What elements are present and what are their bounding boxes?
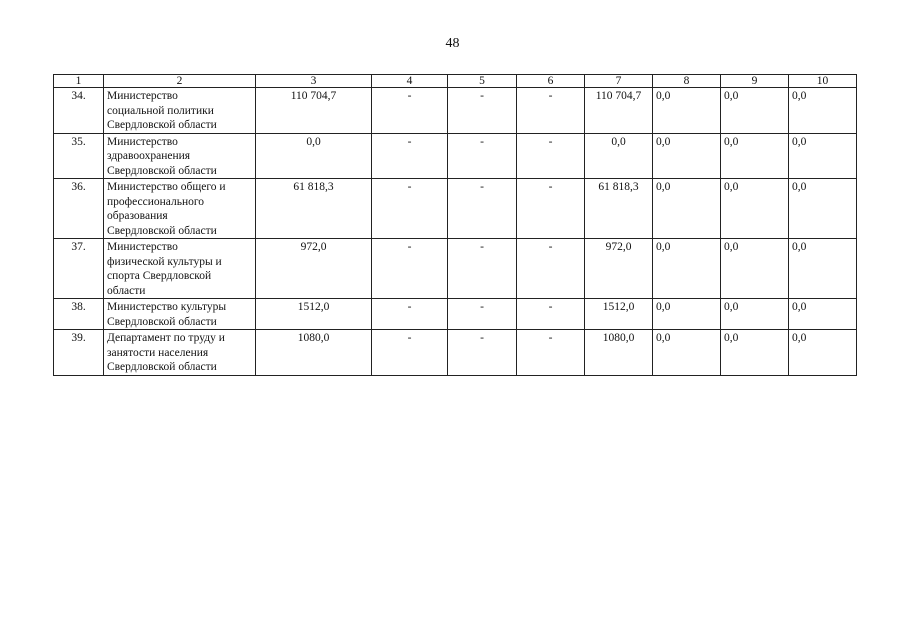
col8-cell: 0,0 [653,299,721,330]
row-number-cell: 37. [54,239,104,299]
row-number-cell: 39. [54,330,104,376]
organization-name-line: Департамент по труду и [107,332,225,344]
col6-cell: - [517,179,585,239]
row-number-cell: 38. [54,299,104,330]
organization-name-line: области [107,284,146,297]
col8-cell: 0,0 [653,88,721,134]
col6-cell: - [517,88,585,134]
col5-cell: - [448,179,517,239]
col10-cell: 0,0 [789,133,857,179]
organization-name-cell [104,88,256,134]
amount-col3-cell: 972,0 [256,239,372,299]
column-header: 2 [104,75,256,88]
column-header: 9 [721,75,789,88]
amount-col3-cell: 61 818,3 [256,179,372,239]
column-header: 8 [653,75,721,88]
col8-cell: 0,0 [653,179,721,239]
organization-name-line: физической культуры и [107,255,222,268]
col6-cell: - [517,133,585,179]
table-row [54,88,857,134]
col5-cell: - [448,133,517,179]
organization-name-line: социальной политики [107,104,214,117]
col4-cell: - [372,179,448,239]
col4-cell: - [372,330,448,376]
organization-name-line: профессионального [107,195,205,208]
organization-name-line: Министерство общего и [107,181,226,193]
col5-cell: - [448,299,517,330]
col10-cell: 0,0 [789,330,857,376]
col4-cell: - [372,88,448,134]
row-number-cell: 35. [54,133,104,179]
amount-col3-cell: 110 704,7 [256,88,372,134]
col8-cell: 0,0 [653,330,721,376]
col9-cell: 0,0 [721,88,789,134]
organization-name-line: Министерство [107,135,178,148]
column-header: 1 [54,75,104,88]
col8-cell: 0,0 [653,133,721,179]
col10-cell: 0,0 [789,88,857,134]
col8-cell: 0,0 [653,239,721,299]
amount-col7-cell: 972,0 [585,239,653,299]
header-row [54,75,857,88]
col5-cell: - [448,88,517,134]
organization-name-cell [104,179,256,239]
column-header: 10 [789,75,857,88]
organization-name-line: здравоохранения [107,150,191,162]
col6-cell: - [517,330,585,376]
organization-name-line: занятости населения [107,346,209,359]
col10-cell: 0,0 [789,239,857,299]
col5-cell: - [448,330,517,376]
col6-cell: - [517,239,585,299]
organization-name-cell [104,239,256,299]
page-number: 48 [445,36,460,51]
organization-name-line: Министерство [107,241,178,253]
row-number-cell: 36. [54,179,104,239]
amount-col3-cell: 0,0 [256,133,372,179]
organization-name-cell [104,330,256,376]
column-header: 3 [256,75,372,88]
col9-cell: 0,0 [721,299,789,330]
col9-cell: 0,0 [721,239,789,299]
table-row [54,330,857,376]
table-row [54,133,857,179]
amount-col3-cell: 1080,0 [256,330,372,376]
organization-name-line: Свердловской области [107,119,217,131]
table-row [54,299,857,330]
row-number-cell: 34. [54,88,104,134]
organization-name-cell [104,299,256,330]
amount-col3-cell: 1512,0 [256,299,372,330]
organization-name-line: Министерство [107,90,178,102]
col4-cell: - [372,133,448,179]
organization-name-line: Свердловской области [107,164,217,177]
amount-col7-cell: 110 704,7 [585,88,653,134]
col4-cell: - [372,299,448,330]
col9-cell: 0,0 [721,179,789,239]
col9-cell: 0,0 [721,330,789,376]
col10-cell: 0,0 [789,179,857,239]
col4-cell: - [372,239,448,299]
column-header: 6 [517,75,585,88]
table-row [54,239,857,299]
amount-col7-cell: 61 818,3 [585,179,653,239]
column-header: 7 [585,75,653,88]
column-header: 5 [448,75,517,88]
col9-cell: 0,0 [721,133,789,179]
amount-col7-cell: 1512,0 [585,299,653,330]
col10-cell: 0,0 [789,299,857,330]
column-header: 4 [372,75,448,88]
organization-name-cell [104,133,256,179]
organization-name-line: спорта Свердловской [107,270,212,282]
organization-name-line: Свердловской области [107,361,217,373]
table-row [54,179,857,239]
col6-cell: - [517,299,585,330]
amount-col7-cell: 1080,0 [585,330,653,376]
organization-name-line: образования [107,210,168,222]
organization-name-line: Свердловской области [107,315,217,328]
organization-name-line: Министерство культуры [107,301,227,313]
amount-col7-cell: 0,0 [585,133,653,179]
organization-name-line: Свердловской области [107,224,217,237]
budget-table [53,74,857,376]
col5-cell: - [448,239,517,299]
